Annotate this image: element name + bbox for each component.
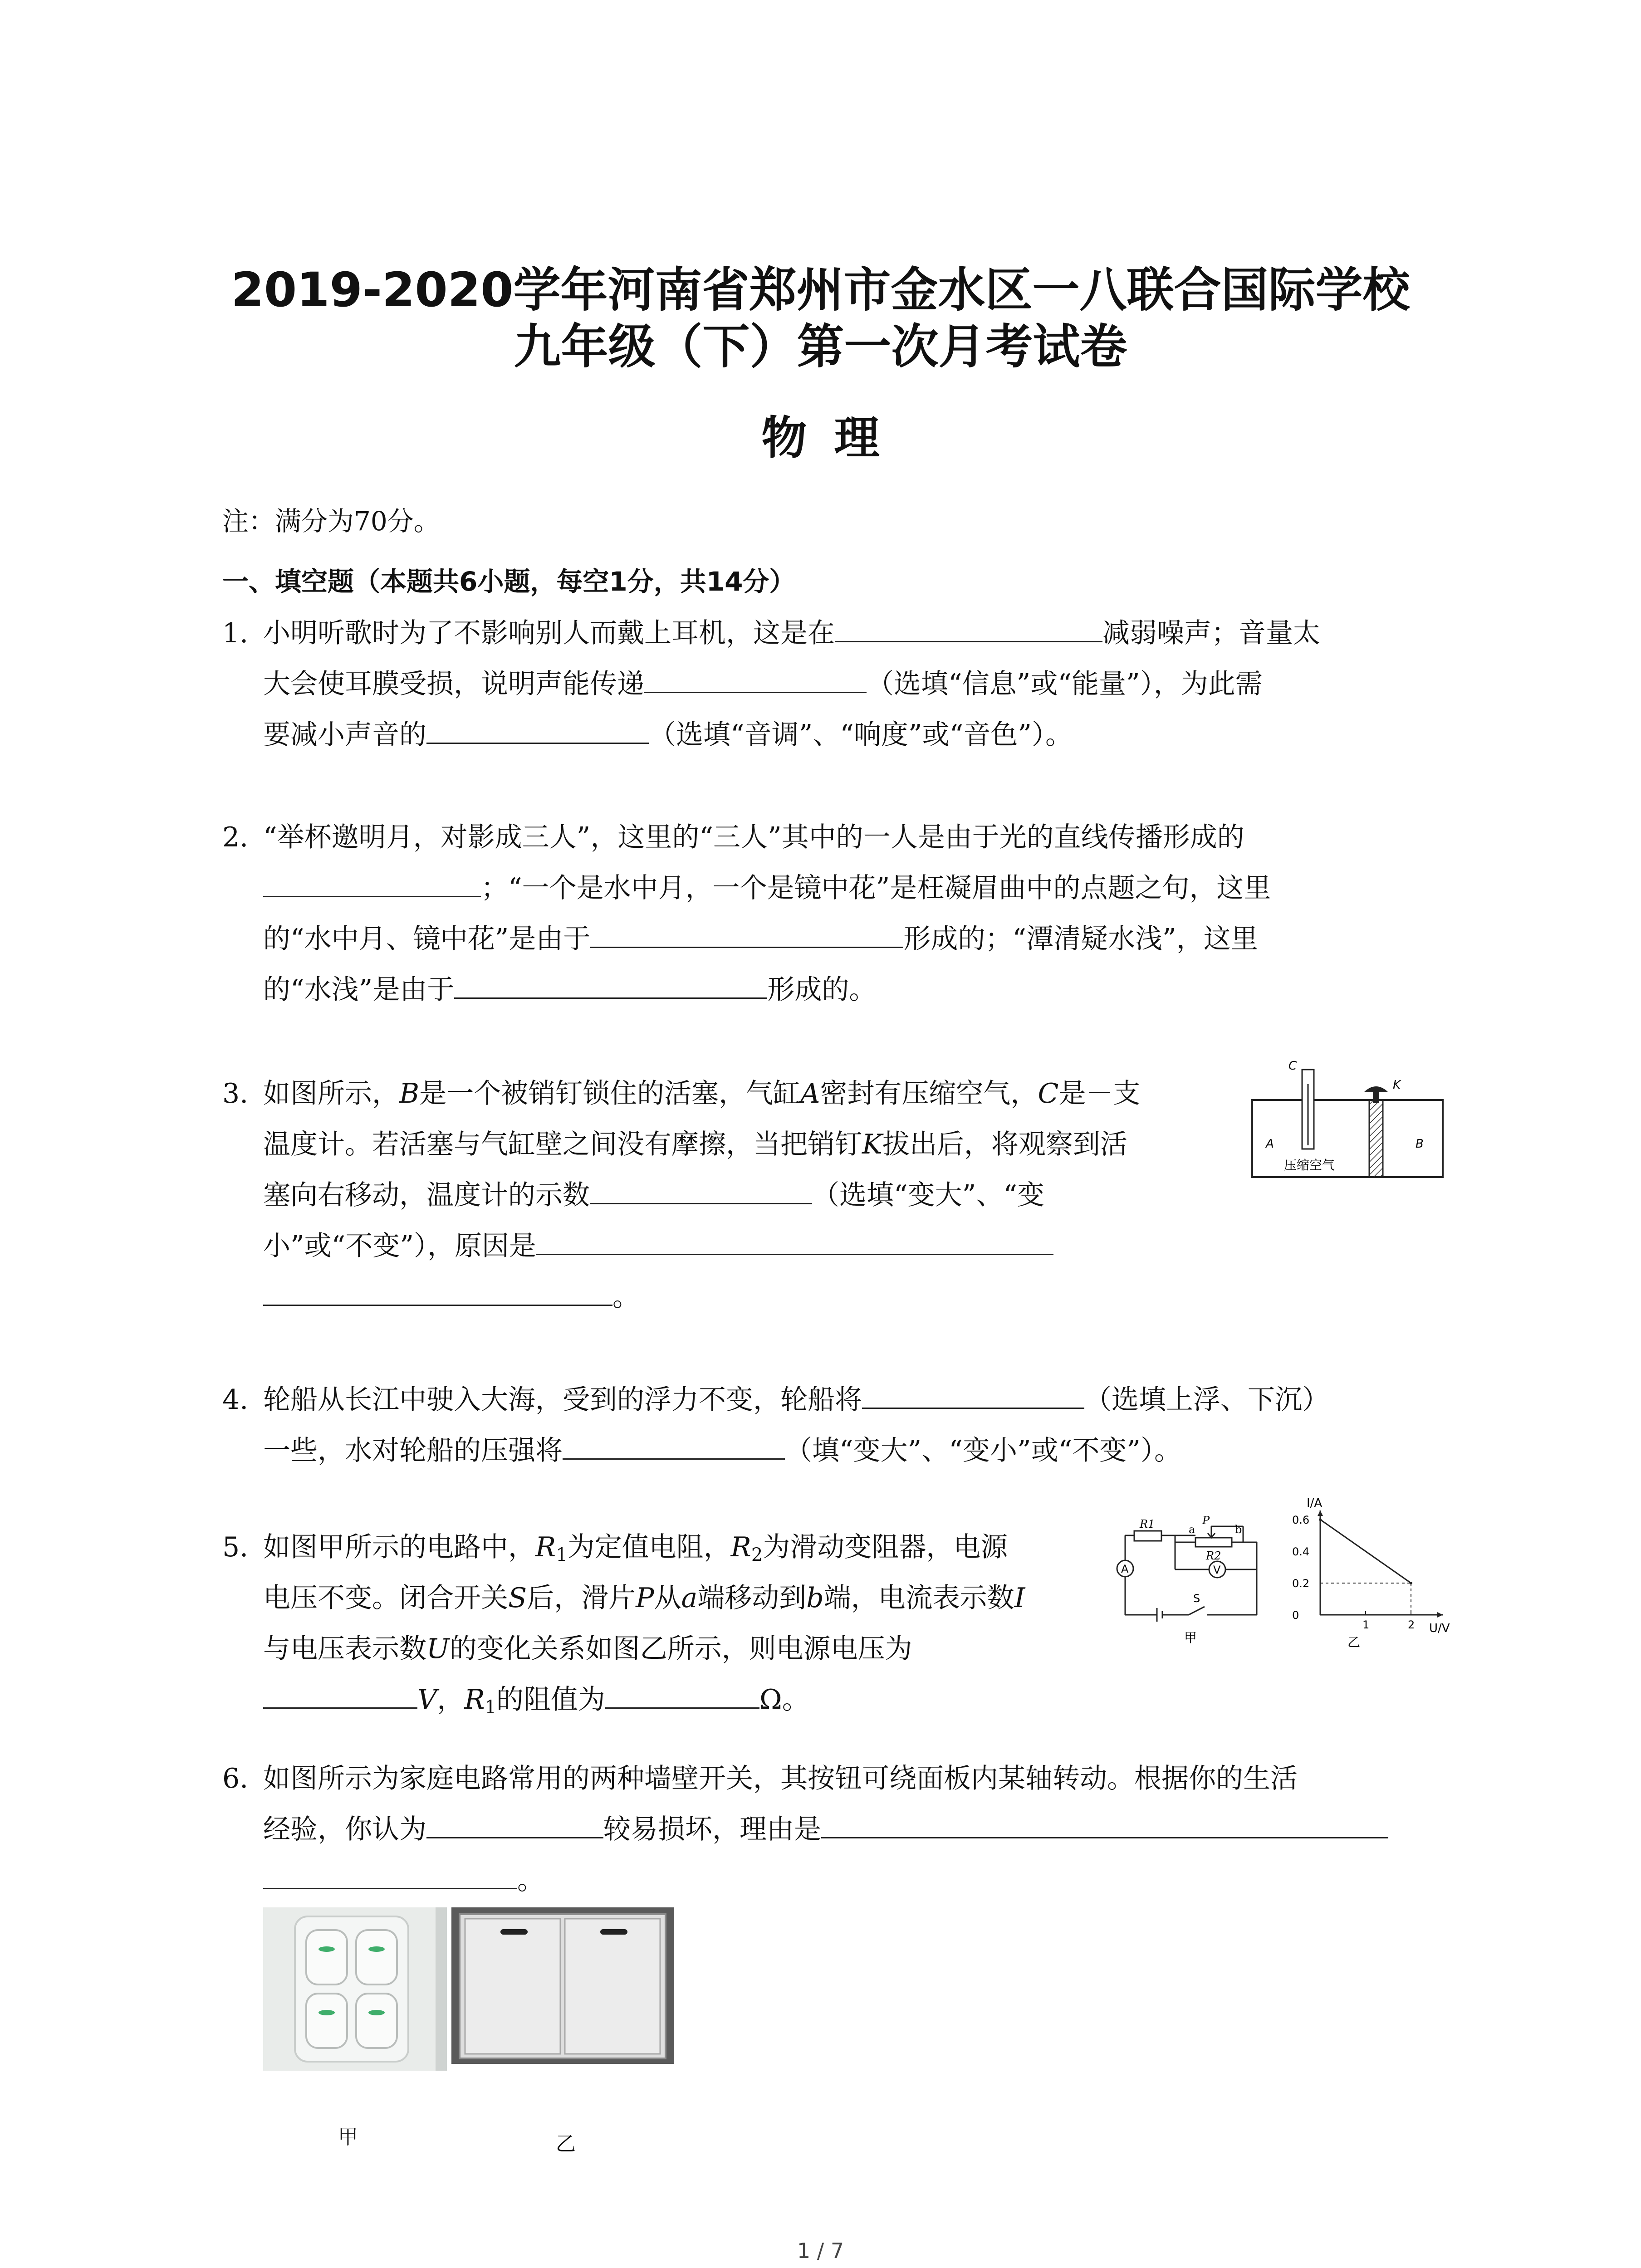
answer-blank[interactable] [454,970,767,999]
question-text: 如图所示， [263,1078,399,1110]
question-number: 1. [222,617,249,649]
label-ammeter: A [1121,1563,1129,1575]
resistor-r1 [1134,1531,1161,1541]
var-b: B [399,1078,420,1110]
question-line [263,1271,640,1322]
question-line [263,1623,912,1674]
subscript: 2 [751,1545,763,1565]
question-text: 小”或“不变”），原因是 [263,1230,537,1262]
page-number: 1 / 7 [797,2239,844,2263]
question-text: 的阻值为 [496,1684,605,1716]
var-r: R [464,1684,485,1716]
question-text: （选填“信息”或“能量”），为此需 [867,668,1263,700]
answer-blank[interactable] [426,1810,603,1838]
y-tick-label: 0 [1292,1609,1299,1622]
iu-graph [1284,1496,1450,1650]
var-a: a [681,1582,698,1614]
question-text: 减弱噪声；音量太 [1102,617,1320,649]
piston [1369,1100,1383,1177]
question-text: 形成的；“潭清疑水浅”，这里 [903,923,1258,955]
question-line [263,1674,809,1733]
question-line [263,1522,1008,1580]
question-number: 6. [222,1763,249,1794]
y-tick-label: 0.4 [1292,1545,1310,1558]
question-text: （选填“变大”、“变 [812,1179,1045,1211]
question-text: 为滑动变阻器，电源 [763,1531,1008,1563]
answer-blank[interactable] [590,1176,812,1204]
question-text: 与电压表示数 [263,1633,426,1665]
label-p: P [1202,1514,1210,1527]
question-text: 塞向右移动，温度计的示数 [263,1179,590,1211]
question-line [263,709,1073,760]
resistor-r2 [1195,1538,1232,1547]
question-text: Ω。 [759,1684,809,1716]
section-heading: 一、填空题（本题共6小题，每空1分，共14分） [222,566,796,597]
var-p: P [636,1582,654,1614]
question-text: 一些，水对轮船的压强将 [263,1435,563,1466]
label-a: a [1189,1523,1195,1536]
var-b: b [806,1582,824,1614]
question-line [263,1804,1388,1855]
question-line [263,608,1320,659]
question-text: 轮船从长江中驶入大海，受到的浮力不变，轮船将 [263,1384,862,1416]
question-text: 是一个被销钉锁住的活塞，气缸 [419,1078,801,1110]
question-text: 的“水中月、镜中花”是由于 [263,923,591,955]
question-text: 小明听歌时为了不影响别人而戴上耳机，这是在 [263,617,835,649]
question-text: 形成的。 [767,974,877,1006]
question-text: 拔出后，将观察到活 [882,1129,1127,1160]
question-text: ， [437,1684,465,1716]
question-text: 要减小声音的 [263,719,426,751]
question-line [263,1855,544,1906]
x-tick-label: 2 [1408,1618,1415,1631]
question-number: 3. [222,1078,249,1110]
question-text: 端移动到 [697,1582,807,1614]
data-point [1410,1582,1412,1584]
question-text: （选填上浮、下沉） [1084,1384,1329,1416]
answer-blank[interactable] [426,715,649,744]
question-text: 。 [517,1864,544,1896]
question-text: 的变化关系如图乙所示，则电源电压为 [449,1633,912,1665]
answer-blank[interactable] [821,1810,1388,1838]
x-axis-label: U/V [1429,1622,1450,1635]
switch-photo-yi [451,1907,674,2064]
score-note: 注：满分为70分。 [222,506,440,537]
question-text: 大会使耳膜受损，说明声能传递 [263,668,644,700]
var-i: I [1014,1582,1025,1614]
label-switch: S [1193,1592,1200,1605]
exam-title-line1: 2019-2020学年河南省郑州市金水区一八联合国际学校 [231,262,1410,318]
label-compressed-air: 压缩空气 [1284,1158,1335,1173]
answer-blank[interactable] [263,869,481,897]
var-k: K [862,1129,882,1160]
question-text: 较易损坏，理由是 [603,1813,821,1845]
answer-blank[interactable] [644,665,867,693]
label-c: C [1288,1059,1297,1073]
label-k: K [1393,1078,1401,1092]
question-line [263,659,1263,709]
question-text: 电压不变。闭合开关 [263,1582,508,1614]
rocker-left [465,1919,560,2054]
question-text: 后，滑片 [527,1582,636,1614]
question-text: 是－支 [1058,1078,1141,1110]
switch-photo-jia [263,1907,447,2071]
question-line [263,964,876,1015]
question-line [263,1374,1329,1425]
circuit-diagram [1107,1510,1279,1651]
series-line [1320,1520,1411,1583]
subscript: 1 [485,1697,496,1718]
x-tick-label: 1 [1362,1618,1370,1631]
question-text: （选填“音调”、“响度”或“音色”）。 [649,719,1073,751]
question-line [263,1170,1044,1221]
question-text: 端，电流表示数 [823,1582,1014,1614]
question-number: 4. [222,1384,249,1416]
answer-blank[interactable] [605,1680,759,1709]
question-number: 5. [222,1531,249,1563]
label-b: B [1416,1137,1424,1151]
question-text: 从 [654,1582,681,1614]
y-tick-label: 0.2 [1292,1577,1310,1590]
y-axis-arrow [1318,1510,1323,1516]
question-line [263,1068,1140,1119]
question-text: （填“变大”、“变小”或“不变”）。 [785,1435,1182,1466]
question-line [263,1425,1181,1476]
answer-blank[interactable] [263,1680,417,1709]
question-text: 温度计。若活塞与气缸壁之间没有摩擦，当把销钉 [263,1129,862,1160]
exam-title-line2: 九年级（下）第一次月考试卷 [514,319,1127,374]
answer-blank[interactable] [862,1380,1084,1409]
data-point [1319,1518,1322,1521]
unit-v: V [417,1684,437,1716]
answer-blank[interactable] [590,919,903,948]
var-s: S [508,1582,527,1614]
y-tick-label: 0.6 [1292,1514,1310,1526]
question-line: “举杯邀明月，对影成三人”，这里的“三人”其中的一人是由于光的直线传播形成的 [263,821,1244,853]
question-text: 。 [612,1281,640,1313]
answer-blank[interactable] [263,1277,612,1306]
label-yi: 乙 [556,2132,576,2156]
question-line: 如图所示为家庭电路常用的两种墙壁开关，其按钮可绕面板内某轴转动。根据你的生活 [263,1763,1298,1794]
label-jia: 甲 [338,2126,358,2149]
answer-blank[interactable] [263,1861,517,1889]
var-c: C [1038,1078,1059,1110]
var-u: U [426,1633,450,1665]
question-text: 密封有压缩空气， [820,1078,1038,1110]
question-text: ；“一个是水中月，一个是镜中花”是枉凝眉曲中的点题之句，这里 [481,872,1271,904]
question-line [263,1573,1025,1623]
var-r: R [535,1531,556,1563]
label-jia: 甲 [1184,1630,1197,1645]
rocker-right [565,1919,660,2054]
question-line [263,914,1258,964]
var-r: R [730,1531,751,1563]
subscript: 1 [556,1545,568,1565]
question-line [263,863,1271,914]
switch [1189,1607,1205,1615]
question-line [263,1119,1127,1170]
question-text: 为定值电阻， [567,1531,731,1563]
question-number: 2. [222,821,249,853]
cylinder-piston-figure [1243,1057,1452,1184]
x-axis-arrow [1437,1612,1443,1618]
subject-title: 物理 [761,411,907,464]
label-a: A [1266,1137,1274,1151]
answer-blank[interactable] [835,614,1102,642]
question-line [263,1221,1053,1271]
label-voltmeter: V [1213,1564,1221,1576]
answer-blank[interactable] [563,1431,785,1460]
cylinder-outline [1252,1100,1443,1177]
chart-caption-yi: 乙 [1347,1635,1361,1650]
var-a: A [800,1078,820,1110]
label-b: b [1235,1523,1242,1536]
question-text: 如图甲所示的电路中， [263,1531,535,1563]
label-r2: R2 [1206,1549,1221,1562]
pin-head [1364,1086,1388,1092]
label-r1: R1 [1140,1518,1155,1530]
y-axis-label: I/A [1307,1496,1323,1510]
question-text: 的“水浅”是由于 [263,974,455,1006]
answer-blank[interactable] [536,1227,1053,1255]
question-text: 经验，你认为 [263,1813,426,1845]
